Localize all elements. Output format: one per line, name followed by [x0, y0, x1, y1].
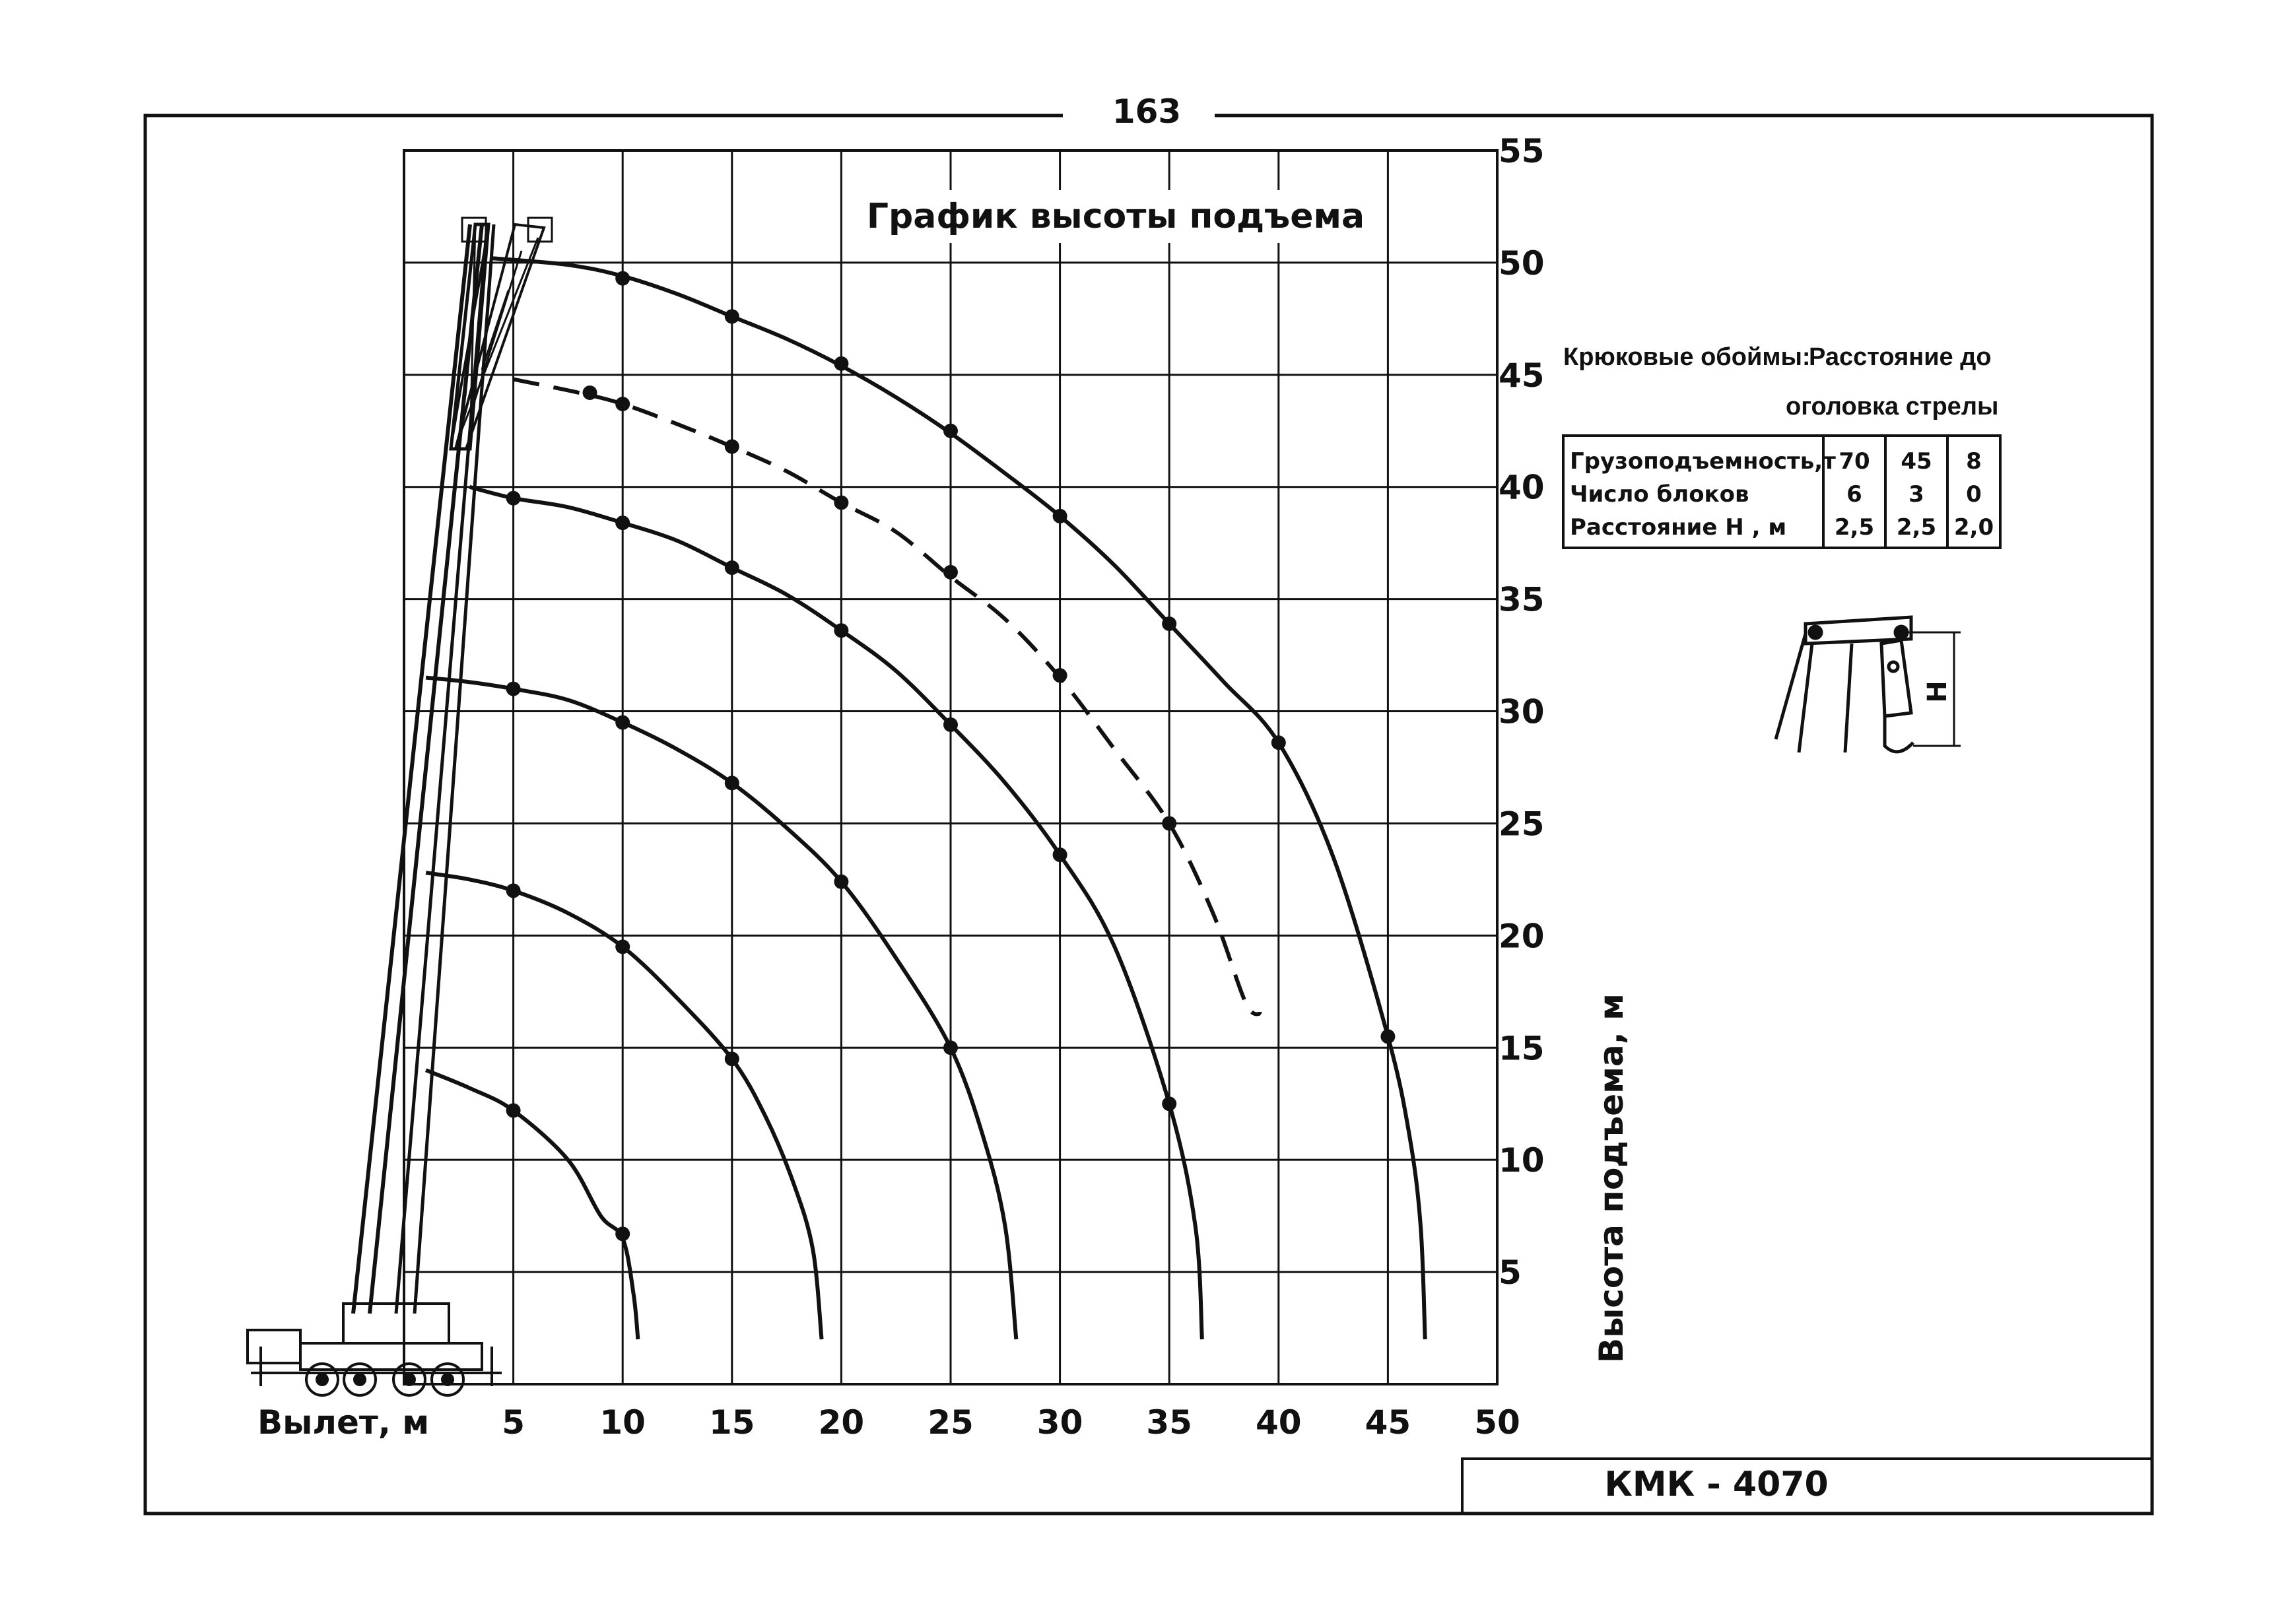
hook-header-right-line2: оголовка стрелы: [1786, 393, 1999, 420]
series-point: [943, 717, 958, 732]
hook-row-value: 6: [1846, 481, 1862, 508]
series-point: [725, 440, 739, 454]
series-point: [725, 560, 739, 575]
model-label: КМК - 4070: [1604, 1465, 1829, 1504]
hook-row-label: Грузоподъемность,т: [1570, 448, 1836, 475]
hook-row-value: 2,5: [1896, 514, 1937, 541]
x-tick-label: 5: [502, 1403, 525, 1442]
series-point: [725, 309, 739, 323]
series-point: [506, 883, 521, 898]
series-point: [506, 491, 521, 506]
series-point: [834, 496, 848, 510]
series-point: [583, 385, 597, 400]
y-tick-label: 5: [1499, 1253, 1522, 1292]
series-point: [615, 271, 630, 286]
series-point: [1271, 735, 1286, 750]
series-point: [725, 776, 739, 790]
series-point: [1053, 848, 1067, 862]
hook-row-value: 45: [1901, 448, 1932, 475]
series-line-4: [469, 487, 1202, 1339]
y-tick-label: 35: [1499, 580, 1545, 619]
chart-grid: [404, 150, 1497, 1384]
y-tick-label: 15: [1499, 1029, 1545, 1068]
series-point: [1162, 617, 1176, 631]
series-point: [834, 623, 848, 638]
y-tick-label: 25: [1499, 805, 1545, 844]
hook-header-right-line1: Расстояние до: [1809, 343, 1992, 371]
x-tick-label: 40: [1256, 1403, 1302, 1442]
series-point: [506, 682, 521, 696]
page-number: 163: [1112, 92, 1182, 131]
series-line-1: [426, 1070, 638, 1339]
series-point: [1162, 1096, 1176, 1111]
x-axis-label: Вылет, м: [257, 1403, 430, 1442]
series-point: [1380, 1029, 1395, 1044]
y-tick-label: 55: [1499, 132, 1545, 170]
x-tick-labels: [502, 1403, 1520, 1442]
series-line-6: [491, 258, 1425, 1339]
y-tick-labels: [1499, 132, 1545, 1292]
series-point: [943, 1040, 958, 1055]
series-point: [943, 565, 958, 580]
series-point: [615, 1226, 630, 1241]
y-axis-label: Высота подъема, м: [1592, 993, 1631, 1364]
y-tick-label: 30: [1499, 692, 1545, 731]
hook-row-label: Число блоков: [1570, 481, 1749, 508]
x-tick-label: 25: [928, 1403, 974, 1442]
hook-row-value: 8: [1966, 448, 1982, 475]
series-line-5: [514, 380, 1262, 1015]
series-point: [615, 516, 630, 530]
y-tick-label: 40: [1499, 468, 1545, 507]
x-tick-label: 50: [1474, 1403, 1520, 1442]
series-point: [834, 875, 848, 889]
x-tick-label: 45: [1365, 1403, 1411, 1442]
x-tick-label: 20: [818, 1403, 865, 1442]
series-point: [1053, 668, 1067, 683]
x-tick-label: 15: [709, 1403, 755, 1442]
hook-row-label: Расстояние Н , м: [1570, 514, 1787, 541]
x-tick-label: 10: [599, 1403, 646, 1442]
y-tick-label: 10: [1499, 1141, 1545, 1180]
series-point: [615, 939, 630, 954]
series-point: [615, 716, 630, 730]
y-tick-label: 50: [1499, 244, 1545, 283]
hook-row-value: 2,5: [1834, 514, 1875, 541]
hook-row-value: 70: [1839, 448, 1870, 475]
x-tick-label: 35: [1146, 1403, 1192, 1442]
series-line-3: [426, 678, 1016, 1339]
crane-illustration: [248, 218, 552, 1395]
series-point: [1053, 509, 1067, 523]
y-tick-label: 45: [1499, 356, 1545, 395]
y-tick-label: 20: [1499, 917, 1545, 956]
hook-row-value: 0: [1966, 481, 1982, 508]
hook-table-rows: [1570, 448, 1994, 541]
series-point: [834, 356, 848, 371]
series-point: [506, 1103, 521, 1117]
hook-header-left: Крюковые обоймы:: [1563, 343, 1811, 371]
series-point: [1162, 816, 1176, 830]
chart-title: График высоты подъема: [866, 197, 1365, 236]
hook-row-value: 2,0: [1953, 514, 1994, 541]
h-dimension-label: Н: [1922, 681, 1953, 703]
chart-series: [426, 258, 1425, 1339]
x-tick-label: 30: [1036, 1403, 1083, 1442]
series-point: [725, 1051, 739, 1066]
series-point: [615, 397, 630, 411]
hook-row-value: 3: [1908, 481, 1924, 508]
series-point: [943, 424, 958, 438]
